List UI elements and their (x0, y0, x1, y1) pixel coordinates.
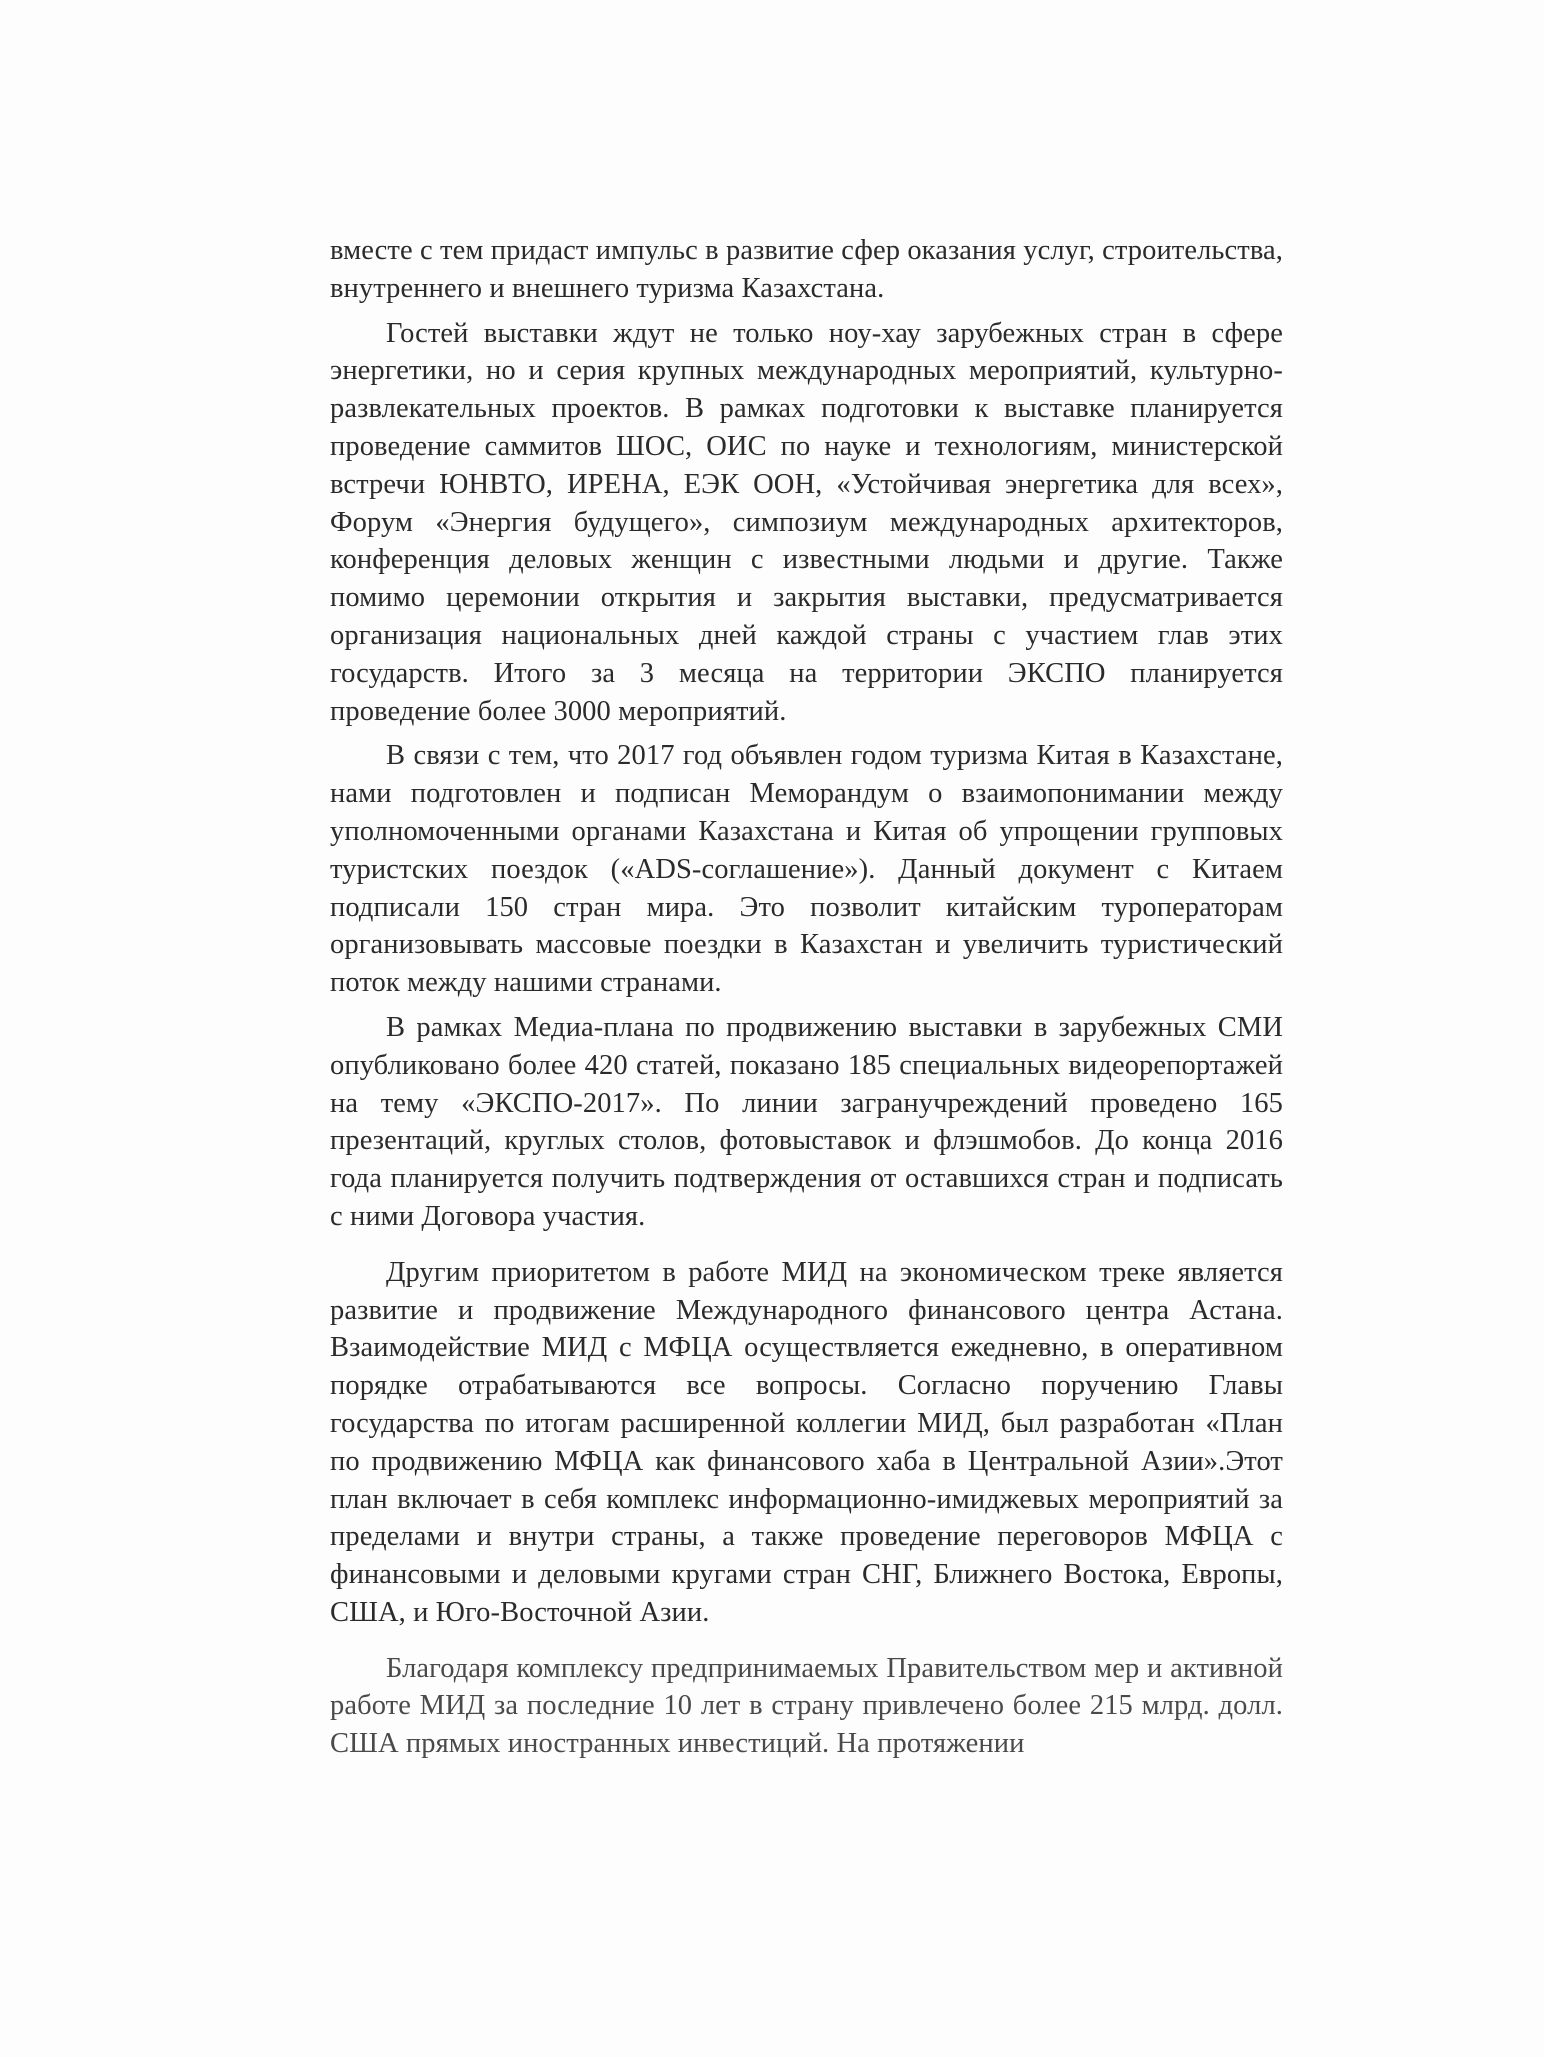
paragraph-china-tourism: В связи с тем, что 2017 год объявлен годом туризма Китая в Казахстане, нами подготовлен и подписан Меморандум о взаимопонимании между уполномоченными органами Казахстана и Китая об упрощении групповых туристских поездок («ADS-соглашение»). Данный документ с Китаем подписали 150 стран мира. Это позволит китайским туроператорам организовывать массовые поездки в Казахстан и увеличить туристический поток между нашими странами. (330, 740, 1283, 999)
paragraph-continuation: вместе с тем придаст импульс в развитие сфер оказания услуг, строительства, внутреннего и внешнего туризма Казахстана. (330, 235, 1283, 304)
paragraph-expo-events: Гостей выставки ждут не только ноу-хау зарубежных стран в сфере энергетики, но и серия крупных международных мероприятий, культурно-развлекательных проектов. В рамках подготовки к выставке планируется проведение саммитов ШОС, ОИС по науке и технологиям, министерской встречи ЮНВТО, ИРЕНА, ЕЭК ООН, «Устойчивая энергетика для всех», Форум «Энергия будущего», симпозиум международных архитекторов, конференция деловых женщин с известными людьми и другие. Также помимо церемонии открытия и закрытия выставки, предусматривается организация национальных дней каждой страны с участием глав этих государств. Итого за 3 месяца на территории ЭКСПО планируется проведение более 3000 мероприятий. (330, 317, 1283, 727)
paragraph-aifc: Другим приоритетом в работе МИД на экономическом треке является развитие и продвижение Международного финансового центра Астана. Взаимодействие МИД с МФЦА осуществляется ежедневно, в оперативном порядке отрабатываются все вопросы. Согласно поручению Главы государства по итогам расширенной коллегии МИД, был разработан «План по продвижению МФЦА как финансового хаба в Центральной Азии».Этот план включает в себя комплекс информационно-имиджевых мероприятий за пределами и внутри страны, а также проведение переговоров МФЦА с финансовыми и деловыми кругами стран СНГ, Ближнего Востока, Европы, США, и Юго-Восточной Азии. (330, 1256, 1283, 1628)
document-body (330, 232, 1283, 1763)
paragraph-investments: Благодаря комплексу предпринимаемых Правительством мер и активной работе МИД за последние 10 лет в страну привлечено более 215 млрд. долл. США прямых иностранных инвестиций. На протяжении (330, 1652, 1283, 1760)
paragraph-media-plan: В рамках Медиа-плана по продвижению выставки в зарубежных СМИ опубликовано более 420 статей, показано 185 специальных видеорепортажей на тему «ЭКСПО-2017». По линии загранучреждений проведено 165 презентаций, круглых столов, фотовыставок и флэшмобов. До конца 2016 года планируется получить подтверждения от оставшихся стран и подписать с ними Договора участия. (330, 1011, 1283, 1232)
